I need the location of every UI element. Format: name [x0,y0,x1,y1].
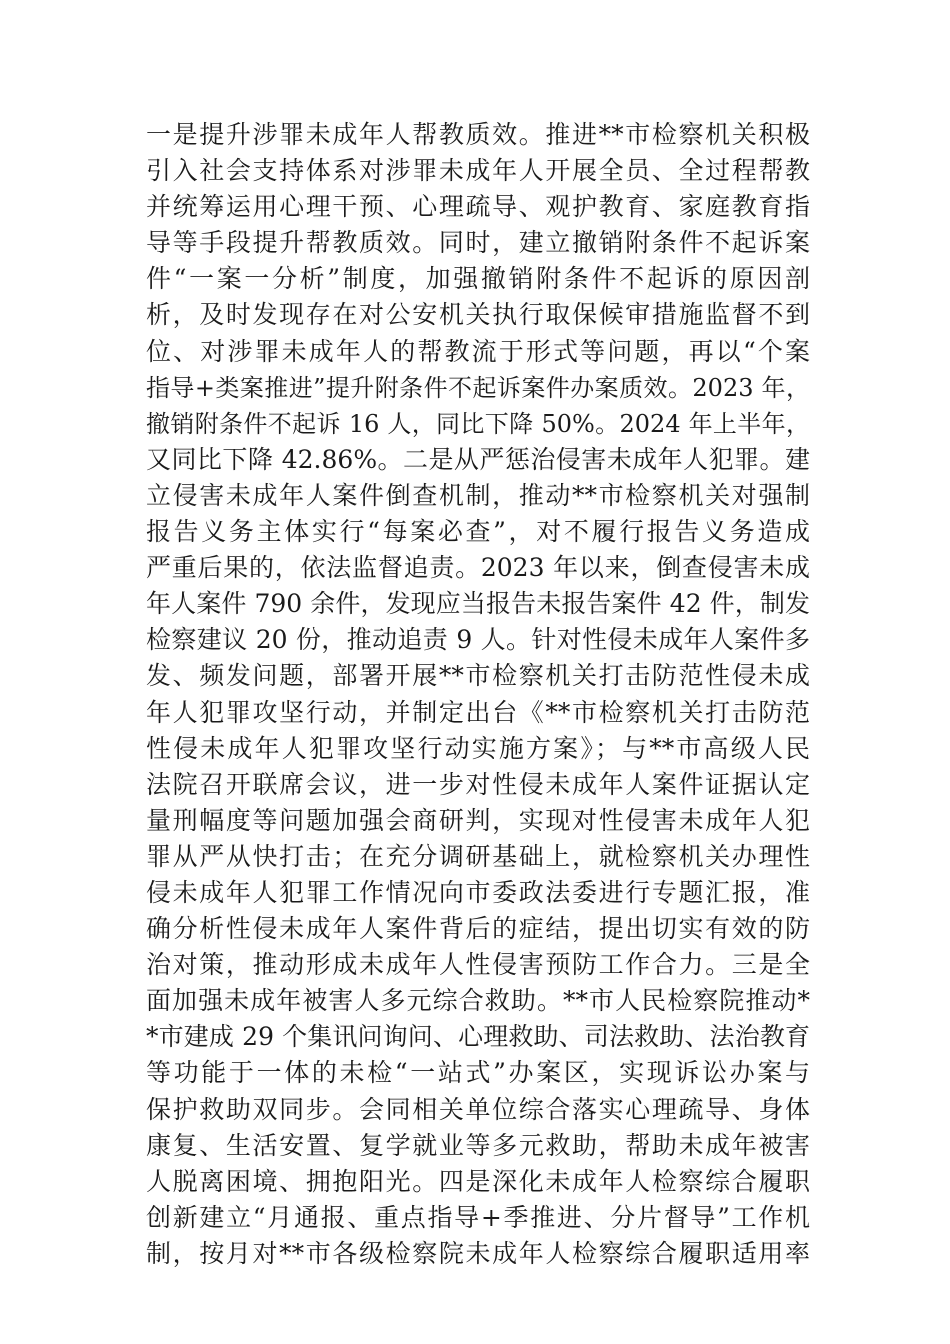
text-line: 量刑幅度等问题加强会商研判，实现对性侵害未成年人犯 [146,805,810,835]
text-line: 年人犯罪攻坚行动，并制定出台《**市检察机关打击防范 [146,697,810,727]
text-line: 一是提升涉罪未成年人帮教质效。推进**市检察机关积极 [146,120,810,149]
text-line: 保护救助双同步。会同相关单位综合落实心理疏导、身体 [146,1094,810,1124]
text-line: 面加强未成年被害人多元综合救助。**市人民检察院推动* [146,986,810,1016]
text-line: 性侵未成年人犯罪攻坚行动实施方案》；与**市高级人民 [146,733,810,763]
text-line: 撤销附条件不起诉 16 人，同比下降 50%。2024 年上半年， [146,409,810,438]
text-line: 立侵害未成年人案件倒查机制，推动**市检察机关对强制 [146,480,810,510]
text-line: 等功能于一体的未检“一站式”办案区，实现诉讼办案与 [146,1058,810,1088]
text-line: 法院召开联席会议，进一步对性侵未成年人案件证据认定 [146,769,810,799]
text-line: 年人案件 790 余件，发现应当报告未报告案件 42 件，制发 [146,589,810,619]
text-line: 发、频发问题，部署开展**市检察机关打击防范性侵未成 [146,661,810,691]
text-line: *市建成 29 个集讯问询问、心理救助、司法救助、法治教育 [146,1022,810,1052]
text-line: 导等手段提升帮教质效。同时，建立撤销附条件不起诉案 [146,228,810,258]
text-line: 引入社会支持体系对涉罪未成年人开展全员、全过程帮教 [146,156,810,186]
body-text [146,117,810,1272]
text-line: 位、对涉罪未成年人的帮教流于形式等问题，再以“个案 [146,336,810,366]
text-line: 人脱离困境、拥抱阳光。四是深化未成年人检察综合履职 [146,1166,810,1196]
text-line: 确分析性侵未成年人案件背后的症结，提出切实有效的防 [146,914,810,944]
text-line: 又同比下降 42.86%。二是从严惩治侵害未成年人犯罪。建 [146,444,810,474]
text-line: 罪从严从快打击；在充分调研基础上，就检察机关办理性 [146,841,810,871]
text-line: 康复、生活安置、复学就业等多元救助，帮助未成年被害 [146,1130,810,1160]
text-line: 并统筹运用心理干预、心理疏导、观护教育、家庭教育指 [146,192,810,222]
text-line: 治对策，推动形成未成年人性侵害预防工作合力。三是全 [146,950,810,980]
text-line: 严重后果的，依法监督追责。2023 年以来，倒查侵害未成 [146,553,810,583]
text-line: 指导+类案推进”提升附条件不起诉案件办案质效。2023 年， [146,373,810,402]
text-line: 创新建立“月通报、重点指导+季推进、分片督导”工作机 [146,1202,810,1232]
text-line: 侵未成年人犯罪工作情况向市委政法委进行专题汇报，准 [146,877,810,907]
text-line: 报告义务主体实行“每案必查”，对不履行报告义务造成 [146,517,810,547]
text-line: 检察建议 20 份，推动追责 9 人。针对性侵未成年人案件多 [146,625,810,655]
text-line: 制，按月对**市各级检察院未成年人检察综合履职适用率 [146,1238,810,1268]
text-line: 件“一案一分析”制度，加强撤销附条件不起诉的原因剖 [146,264,810,294]
text-line: 析，及时发现存在对公安机关执行取保候审措施监督不到 [146,300,810,330]
